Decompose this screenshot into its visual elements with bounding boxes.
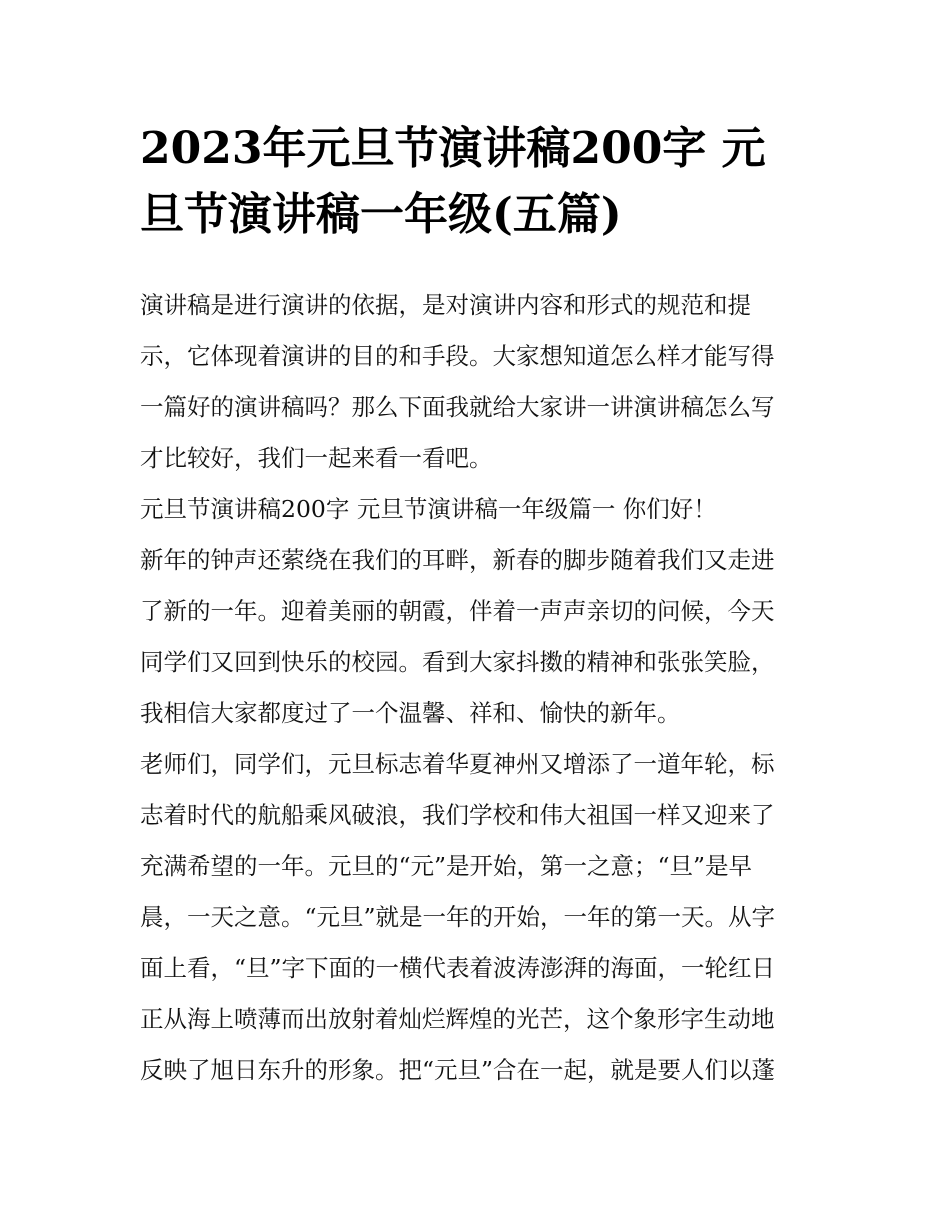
body-line: 才比较好，我们一起来看一看吧。 (140, 444, 493, 472)
body-line: 志着时代的航船乘风破浪，我们学校和伟大祖国一样又迎来了 (140, 801, 775, 829)
section-heading: 元旦节演讲稿200字 元旦节演讲稿一年级篇一 你们好！ (140, 495, 717, 523)
body-line: 面上看，“旦”字下面的一横代表着波涛澎湃的海面，一轮红日 (140, 954, 776, 982)
body-line: 我相信大家都度过了一个温馨、祥和、愉快的新年。 (140, 699, 681, 727)
body-line: 了新的一年。迎着美丽的朝霞，伴着一声声亲切的问候，今天 (140, 597, 775, 625)
body-line: 反映了旭日东升的形象。把“元旦”合在一起，就是要人们以蓬 (140, 1056, 776, 1084)
title-line-2: 旦节演讲稿一年级(五篇) (140, 189, 622, 240)
body-line: 正从海上喷薄而出放射着灿烂辉煌的光芒，这个象形字生动地 (140, 1005, 775, 1033)
body-line: 晨，一天之意。“元旦”就是一年的开始，一年的第一天。从字 (140, 903, 776, 931)
body-line: 同学们又回到快乐的校园。看到大家抖擞的精神和张张笑脸， (140, 648, 775, 676)
body-line: 示，它体现着演讲的目的和手段。大家想知道怎么样才能写得 (140, 342, 775, 370)
body-line: 充满希望的一年。元旦的“元”是开始，第一之意；“旦”是早 (140, 852, 753, 880)
body-line: 演讲稿是进行演讲的依据，是对演讲内容和形式的规范和提 (140, 291, 751, 319)
document-body (140, 280, 820, 1096)
body-line: 新年的钟声还萦绕在我们的耳畔，新春的脚步随着我们又走进 (140, 546, 775, 574)
body-line: 一篇好的演讲稿吗？那么下面我就给大家讲一讲演讲稿怎么写 (140, 393, 775, 421)
title-line-1: 2023年元旦节演讲稿200字 元 (140, 123, 766, 174)
body-line: 老师们，同学们，元旦标志着华夏神州又增添了一道年轮，标 (140, 750, 775, 778)
document-title (140, 116, 820, 248)
